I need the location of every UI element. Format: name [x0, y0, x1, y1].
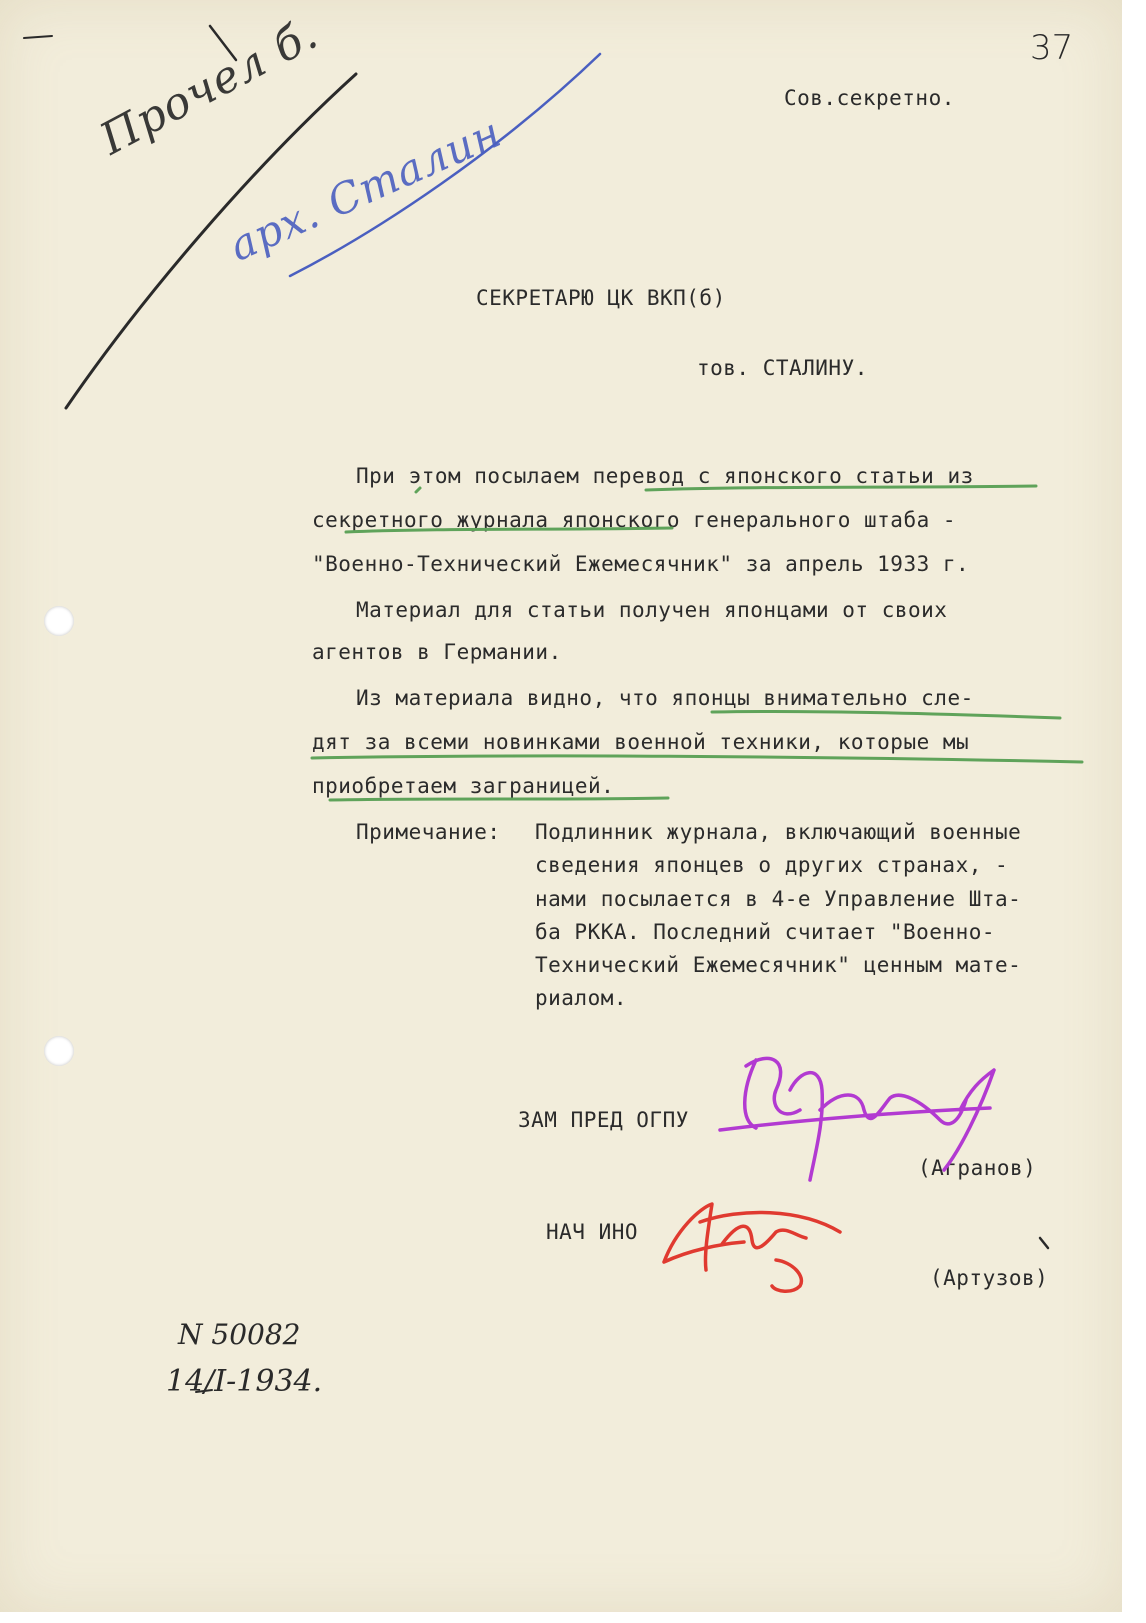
signer-2-title: НАЧ ИНО: [546, 1220, 639, 1244]
note-label: Примечание:: [356, 820, 501, 844]
note-line: сведения японцев о других странах, -: [535, 853, 1009, 877]
note-line: нами посылается в 4-е Управление Шта-: [535, 887, 1022, 911]
registration-number: N 50082: [178, 1318, 301, 1351]
note-line: Технический Ежемесячник" ценным мате-: [535, 953, 1022, 977]
body-line: приобретаем заграницей.: [312, 774, 615, 798]
body-line: Из материала видно, что японцы внимательно сле-: [356, 686, 974, 710]
body-line: "Военно-Технический Ежемесячник" за апрель 1933 г.: [312, 552, 970, 576]
signer-2-name: (Артузов): [930, 1266, 1049, 1290]
addressee-line-1: СЕКРЕТАРЮ ЦК ВКП(б): [476, 286, 726, 310]
classification-stamp: Сов.секретно.: [784, 86, 955, 110]
note-line: риалом.: [535, 986, 628, 1010]
note-line: ба РККА. Последний считает "Военно-: [535, 920, 996, 944]
body-line: секретного журнала японского генерального штаба -: [312, 508, 957, 532]
signer-1-title: ЗАМ ПРЕД ОГПУ: [518, 1108, 689, 1132]
punch-hole-top: [44, 606, 74, 636]
punch-hole-bottom: [44, 1036, 74, 1066]
body-line: При этом посылаем перевод с японского статьи из: [356, 464, 974, 488]
addressee-line-2: тов. СТАЛИНУ.: [697, 356, 868, 380]
note-line: Подлинник журнала, включающий военные: [535, 820, 1022, 844]
paper-edge: [1122, 0, 1146, 1623]
blue-resolution: арх. Сталин: [222, 107, 509, 271]
body-line: Материал для статьи получен японцами от своих: [356, 598, 948, 622]
pencil-resolution: Прочел б.: [92, 8, 327, 166]
body-line: агентов в Германии.: [312, 640, 562, 664]
body-line: дят за всеми новинками военной техники, которые мы: [312, 730, 970, 754]
page-number: 37: [1030, 28, 1074, 68]
registration-date: 14/I-1934.: [166, 1364, 323, 1399]
signer-1-name: (Агранов): [918, 1156, 1037, 1180]
